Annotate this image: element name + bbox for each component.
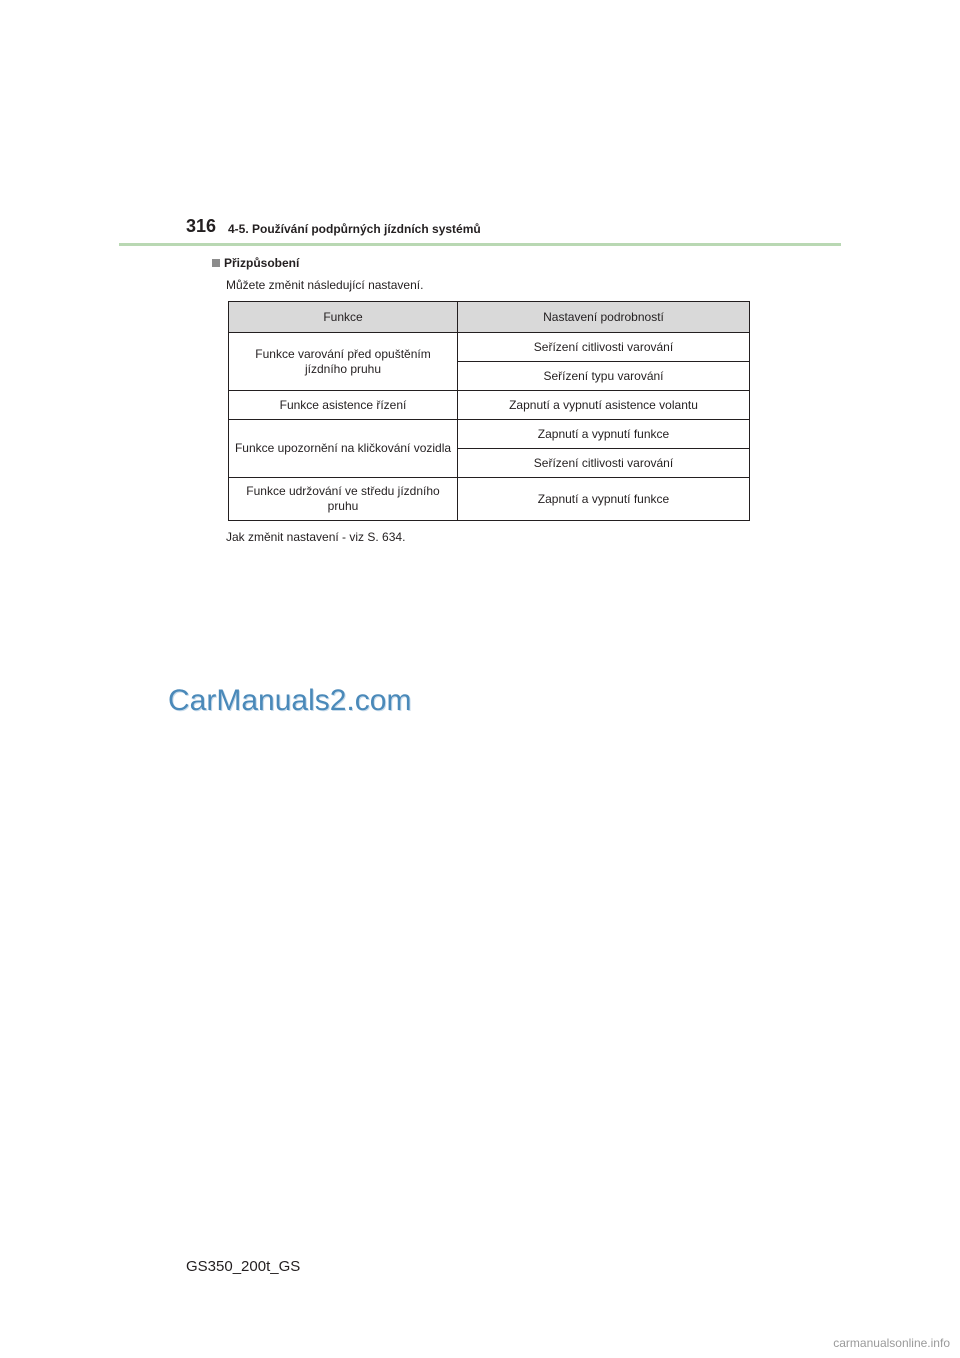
function-cell: Funkce asistence řízení [229, 391, 458, 420]
site-watermark: carmanualsonline.info [833, 1336, 950, 1350]
page-number: 316 [186, 216, 217, 236]
settings-table [228, 301, 750, 521]
header-settings: Nastavení podrobností [458, 302, 750, 333]
setting-cell: Zapnutí a vypnutí funkce [458, 478, 750, 521]
function-cell: Funkce upozornění na kličkování vozidla [229, 420, 458, 478]
header-function: Funkce [229, 302, 458, 333]
function-cell: Funkce udržování ve středu jízdního pruhu [229, 478, 458, 521]
setting-cell: Zapnutí a vypnutí funkce [458, 420, 750, 449]
setting-cell: Zapnutí a vypnutí asistence volantu [458, 391, 750, 420]
square-bullet-icon [212, 259, 220, 267]
chapter-title: 4-5. Používání podpůrných jízdních systémů [228, 222, 481, 236]
header-rule [119, 243, 841, 246]
intro-text: Můžete změnit následující nastavení. [226, 278, 424, 292]
note-text: Jak změnit nastavení - viz S. 634. [226, 530, 406, 544]
table-row [229, 333, 750, 362]
table-header-row [229, 302, 750, 333]
table-row [229, 420, 750, 449]
section-title-text: Přizpůsobení [224, 256, 300, 270]
function-cell: Funkce varování před opuštěním jízdního pruhu [229, 333, 458, 391]
watermark-logo: CarManuals2.com [168, 684, 412, 717]
model-code: GS350_200t_GS [186, 1258, 301, 1275]
table-row [229, 478, 750, 521]
setting-cell: Seřízení citlivosti varování [458, 449, 750, 478]
setting-cell: Seřízení typu varování [458, 362, 750, 391]
section-title [212, 256, 299, 270]
setting-cell: Seřízení citlivosti varování [458, 333, 750, 362]
table-row [229, 391, 750, 420]
